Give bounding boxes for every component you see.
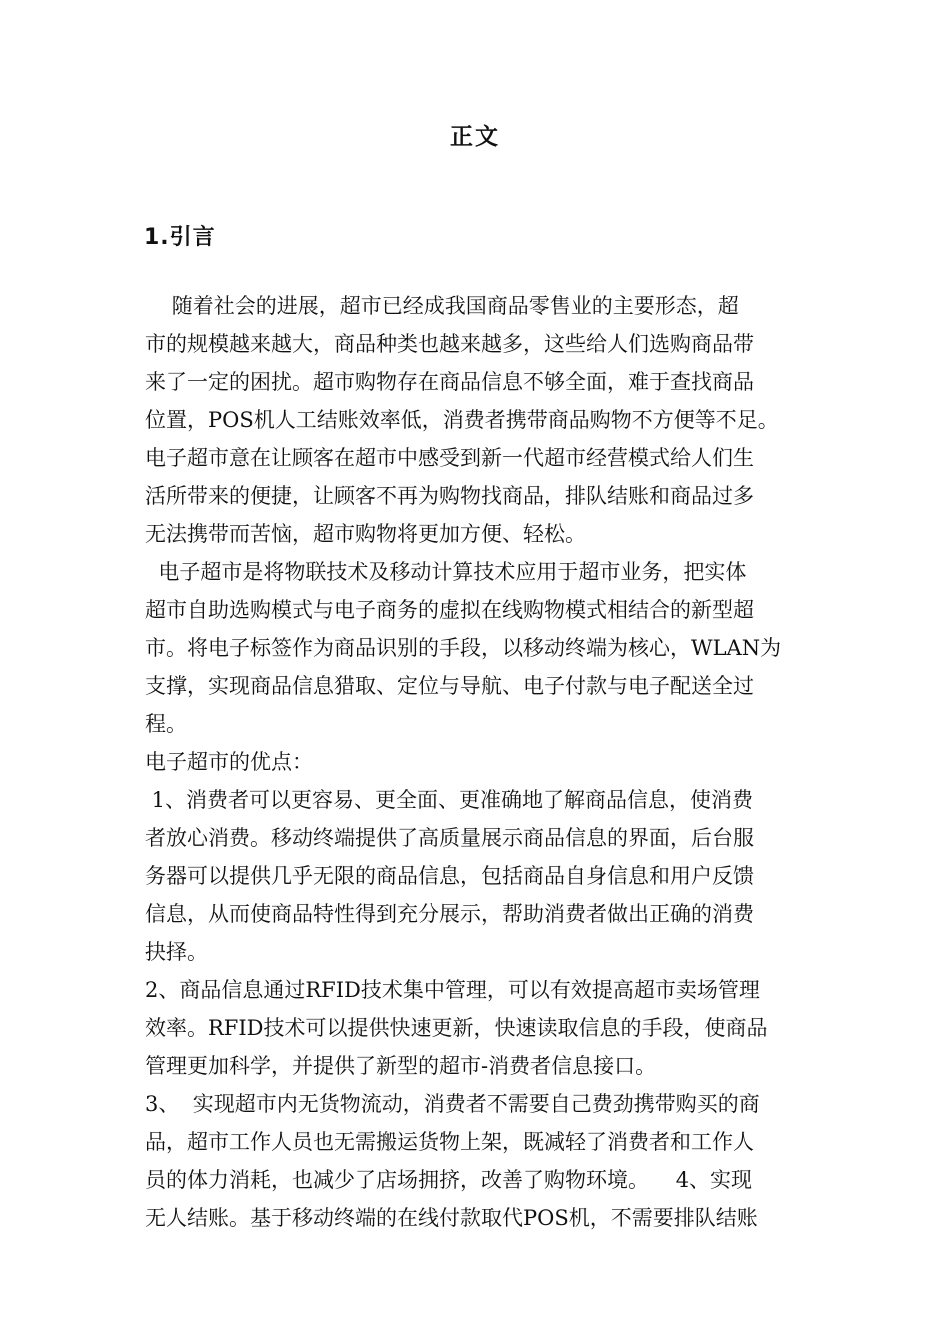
body-line: 电子超市的优点： <box>145 750 313 774</box>
body-line: 信息，从而使商品特性得到充分展示，帮助消费者做出正确的消费 <box>145 902 754 926</box>
body-line: 电子超市是将物联技术及移动计算技术应用于超市业务，把实体 <box>145 560 747 584</box>
body-line: 电子超市意在让顾客在超市中感受到新一代超市经营模式给人们生 <box>145 446 754 470</box>
body-line: 管理更加科学，并提供了新型的超市-消费者信息接口。 <box>145 1054 657 1078</box>
body-line: 效率。RFID技术可以提供快速更新，快速读取信息的手段，使商品 <box>145 1016 768 1040</box>
body-line: 无人结账。基于移动终端的在线付款取代POS机，不需要排队结账 <box>145 1206 758 1230</box>
body-line: 2、商品信息通过RFID技术集中管理，可以有效提高超市卖场管理 <box>145 978 760 1002</box>
body-line: 3、 实现超市内无货物流动，消费者不需要自己费劲携带购买的商 <box>145 1092 760 1116</box>
body-line: 位置，POS机人工结账效率低，消费者携带商品购物不方便等不足。 <box>145 408 779 432</box>
body-line: 市的规模越来越大，商品种类也越来越多，这些给人们选购商品带 <box>145 332 754 356</box>
body-line: 1、消费者可以更容易、更全面、更准确地了解商品信息，使消费 <box>145 788 754 812</box>
body-line: 程。 <box>145 712 187 736</box>
body-line: 市。将电子标签作为商品识别的手段，以移动终端为核心，WLAN为 <box>145 636 782 660</box>
body-line: 务器可以提供几乎无限的商品信息，包括商品自身信息和用户反馈 <box>145 864 754 888</box>
page-title: 正文 <box>450 124 500 150</box>
body-line: 者放心消费。移动终端提供了高质量展示商品信息的界面，后台服 <box>145 826 754 850</box>
body-line: 超市自助选购模式与电子商务的虚拟在线购物模式相结合的新型超 <box>145 598 754 622</box>
section-heading: 1.引言 <box>144 225 216 250</box>
body-line: 员的体力消耗，也减少了店场拥挤，改善了购物环境。 4、实现 <box>145 1168 753 1192</box>
body-line: 来了一定的困扰。超市购物存在商品信息不够全面，难于查找商品 <box>145 370 754 394</box>
body-line: 活所带来的便捷，让顾客不再为购物找商品，排队结账和商品过多 <box>145 484 754 508</box>
body-line: 随着社会的进展，超市已经成我国商品零售业的主要形态，超 <box>145 294 739 318</box>
body-line: 支撑，实现商品信息猎取、定位与导航、电子付款与电子配送全过 <box>145 674 754 698</box>
body-line: 品，超市工作人员也无需搬运货物上架，既减轻了消费者和工作人 <box>145 1130 754 1154</box>
body-line: 抉择。 <box>145 940 208 964</box>
body-line: 无法携带而苦恼，超市购物将更加方便、轻松。 <box>145 522 586 546</box>
